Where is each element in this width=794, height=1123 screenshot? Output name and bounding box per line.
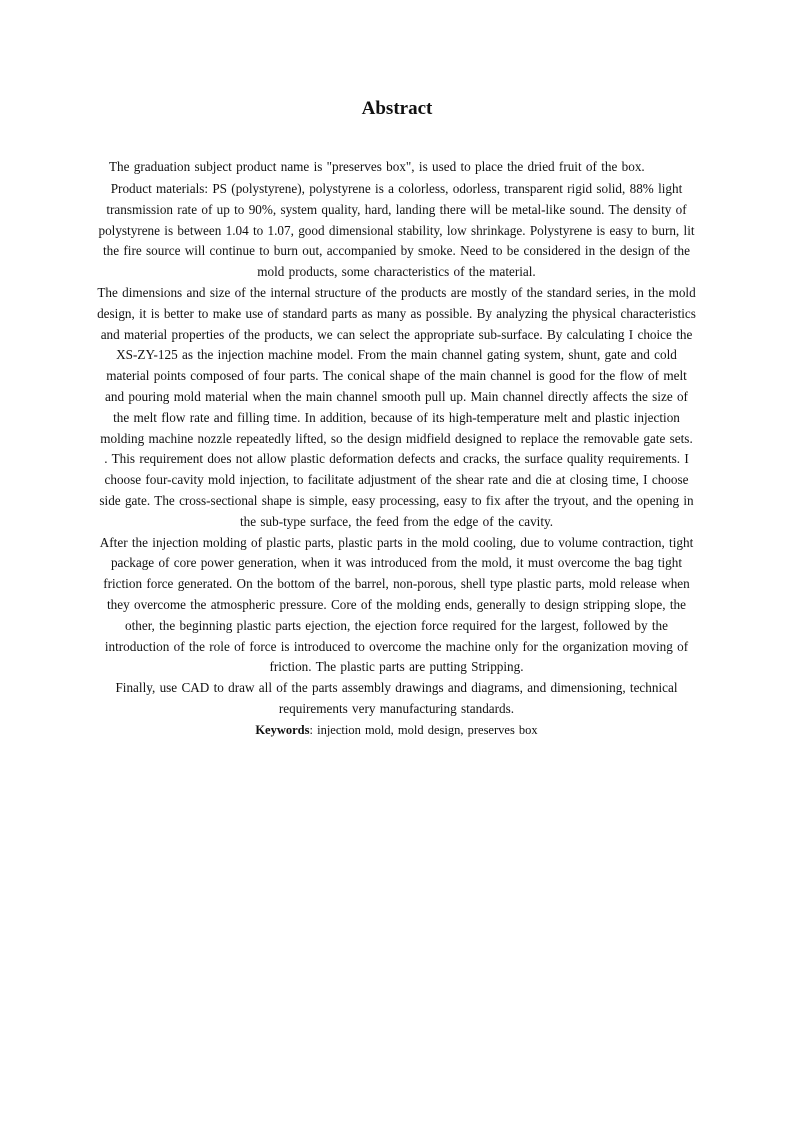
- paragraph-materials: Product materials: PS (polystyrene), polystyrene is a colorless, odorless, transparent rigid solid, 88% light transmission rate of up to 90%, system quality, hard, landing there will be metal-like sound. The density of polystyrene is between 1.04 to 1.07, good dimensional stability, low shrinkage. Polystyrene is easy to burn, lit the fire source will continue to burn out, accompanied by smoke. Need to be considered in the design of the mold products, some characteristics of the material.: [98, 181, 695, 280]
- paragraph-cad: Finally, use CAD to draw all of the parts assembly drawings and diagrams, and dimensioning, technical requirements very manufacturing standards.: [115, 680, 678, 716]
- paragraph-dimensions: The dimensions and size of the internal structure of the products are mostly of the standard series, in the mold design, it is better to make use of standard parts as many as possible. By analyzing the physical characteristics and material properties of the products, we can select the appropriate sub-surface. By calculating I choice the XS-ZY-125 as the injection machine model. From the main channel gating system, shunt, gate and cold material points composed of four parts. The conical shape of the main channel is good for the flow of melt and pouring mold material when the main channel smooth pull up. Main channel directly affects the size of the melt flow rate and filling time. In addition, because of its high-temperature melt and plastic injection molding machine nozzle repeatedly lifted, so the design midfield designed to replace the removable gate sets.: [97, 284, 696, 446]
- abstract-title: Abstract: [361, 98, 433, 119]
- paragraph-requirements: . This requirement does not allow plastic deformation defects and cracks, the surface quality requirements. I choose four-cavity mold injection, to facilitate adjustment of the shear rate and die at closing time, I choose side gate. The cross-sectional shape is simple, easy processing, easy to fix after the tryout, and the opening in the sub-type surface, the feed from the edge of the cavity.: [99, 451, 694, 529]
- keywords-line: [95, 720, 698, 741]
- paragraph-ejection: After the injection molding of plastic parts, plastic parts in the mold cooling, due to volume contraction, tight package of core power generation, when it was introduced from the mold, it must overcome the bag tight friction force generated. On the bottom of the barrel, non-porous, shell type plastic parts, mold release when they overcome the atmospheric pressure. Core of the molding ends, generally to design stripping slope, the other, the beginning plastic parts ejection, the ejection force required for the largest, followed by the introduction of the role of force is introduced to overcome the machine only for the organization moving of friction. The plastic parts are putting Stripping.: [99, 534, 694, 675]
- keywords-text: injection mold, mold design, preserves box: [317, 722, 538, 737]
- paragraph-subject: The graduation subject product name is "preserves box", is used to place the dried fruit of the box.: [109, 159, 645, 174]
- keywords-label: Keywords: [255, 722, 310, 737]
- keywords-separator: :: [309, 722, 318, 737]
- abstract-body: [95, 155, 698, 741]
